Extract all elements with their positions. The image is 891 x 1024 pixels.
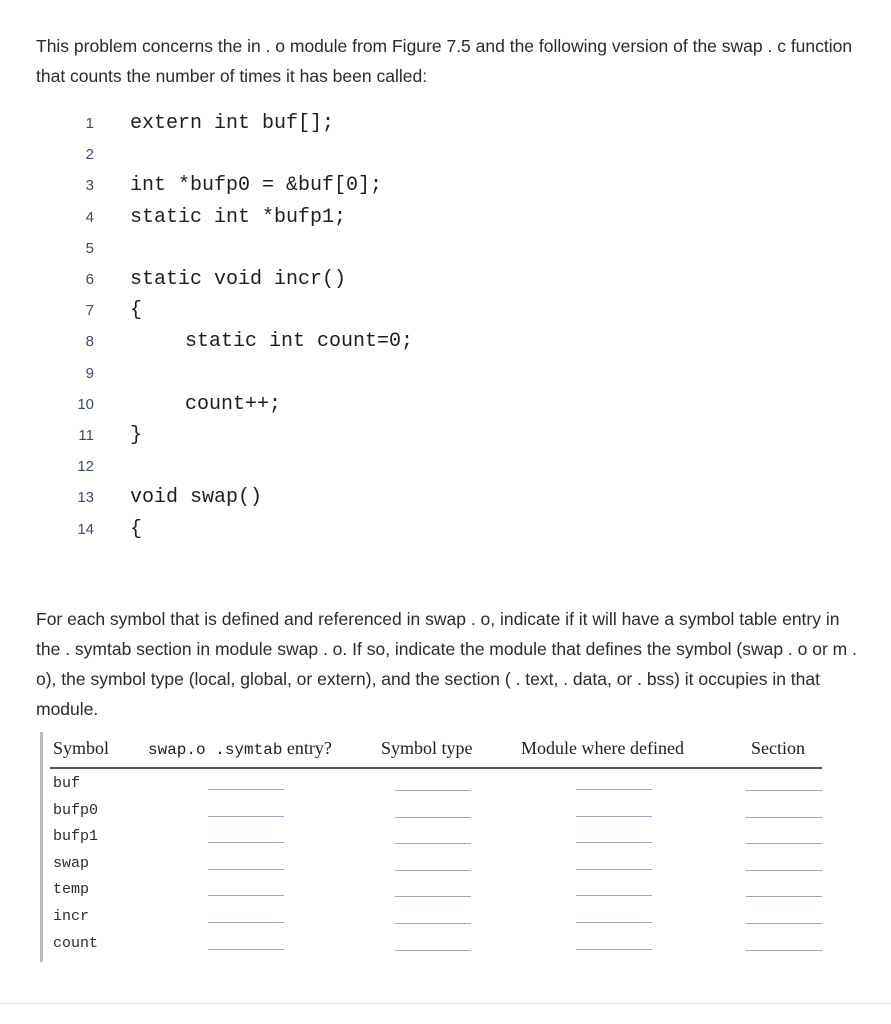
answer-blank	[395, 870, 471, 871]
answer-blank	[208, 922, 284, 923]
symbol-name: incr	[53, 908, 90, 925]
answer-blank	[746, 870, 822, 871]
code-line	[40, 515, 500, 545]
answer-blank	[746, 843, 822, 844]
code-line	[40, 421, 500, 451]
code-text: void swap()	[130, 486, 263, 510]
footer-divider	[0, 1003, 891, 1004]
header-symbol-type: Symbol type	[381, 738, 473, 758]
line-number: 10	[77, 395, 94, 413]
answer-blank	[395, 790, 471, 791]
code-text: int *bufp0 = &buf[0];	[130, 174, 383, 198]
line-number: 12	[77, 458, 94, 476]
symbol-name: count	[53, 934, 99, 952]
answer-blank	[208, 949, 284, 950]
code-line	[40, 452, 500, 482]
line-number: 4	[85, 208, 94, 226]
code-line	[40, 109, 500, 139]
code-line	[40, 483, 500, 513]
answer-blank	[395, 923, 471, 924]
answer-blank	[746, 923, 822, 924]
answer-blank	[395, 843, 471, 844]
symbol-name: buf	[53, 775, 81, 792]
line-number: 7	[85, 302, 94, 320]
code-text: static void incr()	[130, 268, 347, 291]
line-number: 3	[85, 177, 94, 195]
code-line	[40, 140, 500, 170]
question-paragraph: For each symbol that is defined and referenced in swap . o, indicate if it will have a symbol table entry in the . symtab section in module swap . o. If so, indicate the module that defines the symbol (swap . o or m . o), the symbol type (local, global, or extern), and the section ( . text, . data, or . bss) it occupies in that module.	[36, 609, 857, 719]
answer-blank	[576, 949, 652, 950]
code-text: {	[130, 517, 143, 541]
answer-blank	[576, 922, 652, 923]
line-number: 13	[77, 489, 94, 507]
answer-blank	[395, 896, 471, 897]
code-line	[40, 234, 500, 264]
answer-blank	[208, 869, 284, 870]
line-number: 2	[85, 146, 94, 164]
code-text: static int count=0;	[185, 330, 414, 354]
header-module-defined: Module where defined	[521, 738, 684, 758]
line-number: 14	[77, 520, 94, 538]
header-symtab-entry-rest: entry?	[282, 738, 332, 758]
answer-blank	[208, 816, 284, 817]
code-line	[40, 171, 500, 201]
code-listing-image	[40, 105, 500, 585]
answer-blank	[395, 817, 471, 818]
answer-blank	[576, 816, 652, 817]
symbol-name: swap	[53, 854, 90, 872]
header-symbol: Symbol	[53, 738, 110, 758]
code-text: }	[130, 424, 143, 447]
code-line	[40, 203, 500, 233]
scan-edge	[40, 732, 43, 962]
code-line	[40, 390, 500, 420]
answer-blank	[208, 842, 284, 843]
answer-blank	[576, 869, 652, 870]
answer-blank	[746, 790, 822, 791]
line-number: 11	[78, 427, 94, 444]
answer-blank	[576, 789, 652, 790]
answer-blank	[395, 950, 471, 951]
answer-blank	[576, 842, 652, 843]
line-number: 1	[85, 115, 94, 132]
answer-blank	[208, 789, 284, 790]
header-section: Section	[751, 738, 805, 758]
code-text: static int *bufp1;	[130, 205, 347, 229]
line-number: 9	[85, 364, 94, 382]
answer-blank	[576, 895, 652, 896]
answer-blank	[746, 950, 822, 951]
header-symtab-entry-mono: swap.o .symtab	[148, 741, 283, 759]
symbol-name: bufp1	[53, 828, 99, 846]
code-line	[40, 359, 500, 389]
code-line	[40, 265, 500, 295]
line-number: 6	[85, 271, 94, 288]
answer-blank	[208, 895, 284, 896]
code-line	[40, 327, 500, 357]
code-text: extern int buf[];	[130, 112, 335, 135]
code-text: {	[130, 299, 143, 323]
symbol-name: temp	[53, 881, 90, 899]
intro-paragraph: This problem concerns the in . o module from Figure 7.5 and the following version of the swap . c function that counts the number of times it has been called:	[36, 36, 853, 86]
line-number: 8	[85, 333, 94, 351]
answer-blank	[746, 817, 822, 818]
header-symtab-entry	[148, 738, 332, 759]
header-rule	[50, 767, 822, 769]
code-line	[40, 296, 500, 326]
code-text: count++;	[185, 392, 282, 416]
symbol-table-image	[40, 732, 830, 964]
line-number: 5	[85, 239, 94, 257]
symbol-name: bufp0	[53, 801, 99, 819]
answer-blank	[746, 896, 822, 897]
